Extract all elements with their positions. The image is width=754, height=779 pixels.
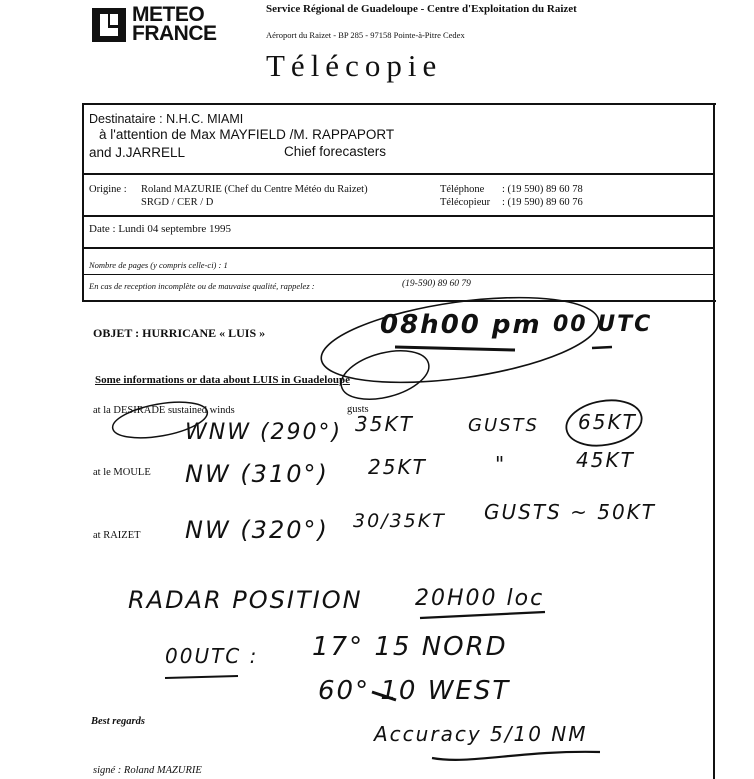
origin-dept: SRGD / CER / D (141, 197, 214, 208)
radar-latitude: 17° 15 NORD (312, 632, 508, 662)
station-moule-label: at le MOULE (93, 467, 151, 478)
section-heading: Some informations or data about LUIS in Guadeloupe (95, 374, 350, 386)
underline-utc-prefix (165, 676, 238, 678)
origin-label: Origine : (89, 184, 127, 195)
subject-label: OBJET : HURRICANE « LUIS » (93, 326, 266, 340)
divider-origin (82, 215, 715, 217)
desirade-gusts-word: GUSTS (468, 415, 539, 436)
document-title: Télécopie (266, 48, 443, 83)
signature-line: signé : Roland MAZURIE (93, 765, 202, 776)
date-line: Date : Lundi 04 septembre 1995 (89, 223, 232, 235)
radar-utc-prefix: 00UTC : (165, 644, 259, 668)
pages-note: Nombre de pages (y compris celle-ci) : 1 (89, 260, 228, 270)
divider-date (82, 247, 715, 249)
radar-position-label: RADAR POSITION (128, 586, 363, 614)
circle-guadeloupe (336, 342, 434, 408)
handwritten-time: 08h00 pm (380, 310, 542, 340)
reception-note: En cas de reception incomplète ou de mauvaise qualité, rappelez : (89, 281, 315, 291)
fax-number: : (19 590) 89 60 76 (502, 197, 583, 208)
meteo-france-logo (92, 3, 222, 45)
desirade-direction: WNW (290°) (185, 420, 343, 445)
moule-speed: 25KT (368, 455, 427, 479)
gusts-label: gusts (347, 404, 369, 415)
phone-number: : (19 590) 89 60 78 (502, 184, 583, 195)
underline-radar-time (420, 612, 545, 618)
recipient-line2: à l'attention de Max MAYFIELD /M. RAPPAPORT (99, 127, 395, 142)
moule-direction: NW (310°) (185, 460, 329, 488)
reception-phone: (19-590) 89 60 79 (402, 279, 471, 289)
desirade-gust-value: 65KT (578, 410, 637, 434)
logo-text-france: FRANCE (132, 22, 217, 45)
service-name: Service Régional de Guadeloupe - Centre d'Exploitation du Raizet (266, 3, 577, 15)
underline-subject-time (395, 347, 515, 350)
divider-recipient (82, 173, 715, 175)
raizet-direction: NW (320°) (185, 516, 329, 544)
handwritten-utc: 00 UTC (553, 312, 653, 337)
radar-accuracy: Accuracy 5/10 NM (374, 722, 588, 746)
moule-gusts-ditto: " (495, 452, 507, 476)
logo-emblem-icon (92, 8, 126, 42)
origin-name: Roland MAZURIE (Chef du Centre Météo du Raizet) (141, 184, 368, 195)
divider-top (82, 103, 716, 105)
raizet-gusts: GUSTS ~ 50KT (484, 500, 656, 524)
phone-label: Téléphone (440, 184, 485, 195)
station-raizet-label: at RAIZET (93, 530, 141, 541)
fax-label: Télécopieur (440, 197, 491, 208)
underline-utc (592, 347, 612, 348)
frame-left-top (82, 103, 84, 300)
closing: Best regards (91, 716, 145, 727)
recipient-line1: Destinataire : N.H.C. MIAMI (89, 112, 244, 126)
desirade-speed: 35KT (355, 412, 414, 436)
logo-text-meteo: METEO (132, 3, 205, 26)
recipient-line3-name: and J.JARRELL (89, 145, 186, 160)
radar-longitude: 60° 10 WEST (318, 676, 511, 706)
station-desirade-label: at la DESIRADE sustained winds (93, 405, 235, 416)
recipient-line3-role: Chief forecasters (284, 144, 387, 159)
service-address: Aéroport du Raizet - BP 285 - 97158 Pointe-à-Pitre Cedex (266, 30, 465, 40)
divider-main (82, 300, 716, 302)
frame-right (713, 103, 715, 779)
divider-pages (82, 274, 715, 275)
underline-accuracy (432, 752, 600, 760)
moule-gust-value: 45KT (576, 448, 635, 472)
raizet-speed: 30/35KT (353, 510, 446, 532)
radar-position-time: 20H00 loc (415, 586, 545, 611)
